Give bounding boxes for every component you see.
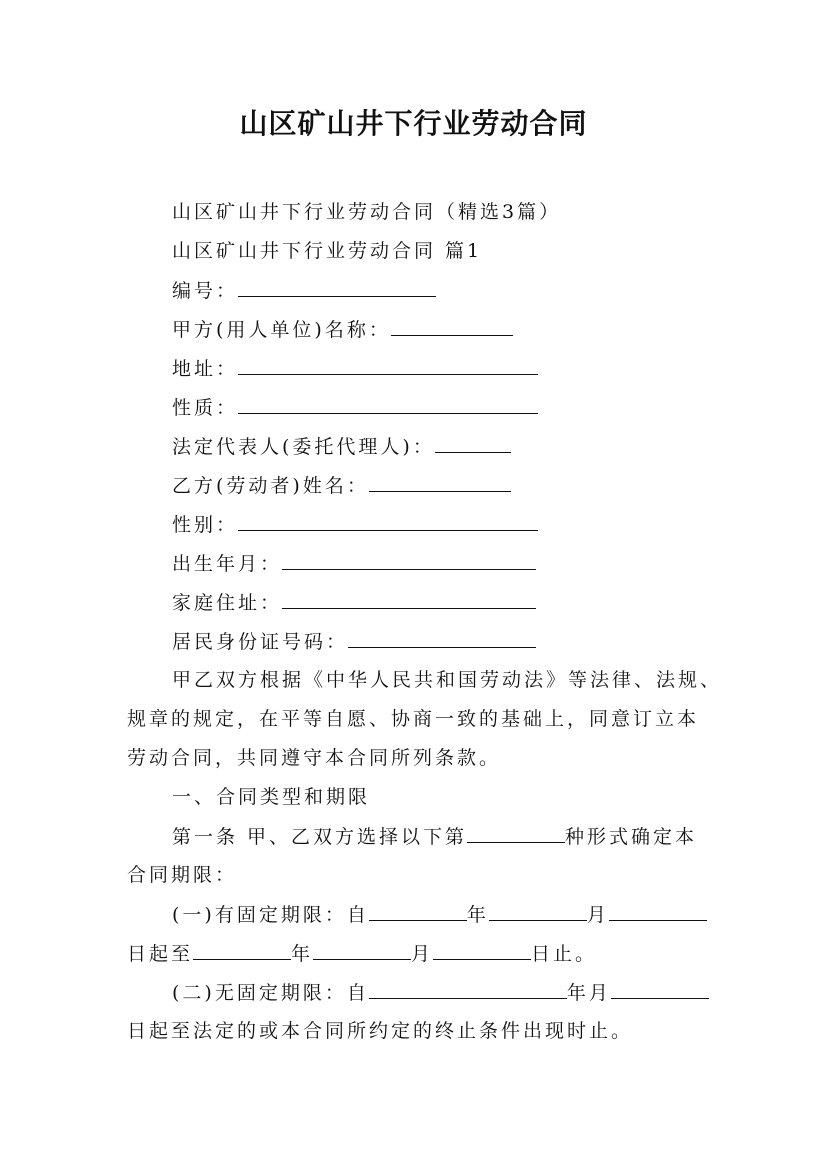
employee-blank[interactable] (369, 473, 511, 492)
intro-line-2: 规章的规定，在平等自愿、协商一致的基础上，同意订立本 (127, 708, 700, 730)
year-label: 年 (291, 943, 314, 965)
section-heading: 山区矿山井下行业劳动合同 篇1 (172, 240, 483, 262)
article-1-line-2: 合同期限： (127, 864, 238, 886)
legal-rep-blank[interactable] (435, 434, 511, 453)
nature-label: 性质： (172, 397, 239, 419)
fixed-end-month-blank[interactable] (313, 941, 411, 960)
number-blank[interactable] (238, 278, 436, 297)
day-to-label: 日止。 (531, 943, 598, 965)
id-blank[interactable] (348, 629, 536, 648)
home-blank[interactable] (282, 590, 536, 609)
nature-blank[interactable] (238, 395, 538, 414)
legal-rep-label: 法定代表人(委托代理人)： (172, 436, 435, 458)
chapter-heading: 一、合同类型和期限 (172, 786, 371, 808)
fixed-start-day-blank[interactable] (609, 902, 707, 921)
open-term-line-2: 日起至法定的或本合同所约定的终止条件出现时止。 (127, 1020, 634, 1042)
fixed-end-day-blank[interactable] (433, 941, 531, 960)
month-label: 月 (411, 943, 434, 965)
home-field (172, 590, 536, 615)
open-start-year-blank[interactable] (369, 980, 567, 999)
form-choice-blank[interactable] (467, 824, 565, 843)
birth-field (172, 551, 536, 576)
employer-label: 甲方(用人单位)名称： (172, 319, 391, 341)
nature-field (172, 395, 538, 420)
employer-blank[interactable] (391, 317, 513, 336)
document-title: 山区矿山井下行业劳动合同 (239, 107, 588, 140)
address-label: 地址： (172, 358, 239, 380)
intro-line-1: 甲乙双方根据《中华人民共和国劳动法》等法律、法规、 (172, 669, 723, 691)
open-start-day-blank[interactable] (611, 980, 709, 999)
number-label: 编号： (172, 280, 239, 302)
id-label: 居民身份证号码： (172, 631, 349, 653)
article-1-line-1 (172, 824, 697, 849)
month-label: 月 (586, 904, 609, 926)
gender-label: 性别： (172, 514, 239, 536)
fixed-start-year-blank[interactable] (369, 902, 467, 921)
subtitle: 山区矿山井下行业劳动合同（精选3篇） (172, 201, 562, 223)
employee-label: 乙方(劳动者)姓名： (172, 475, 369, 497)
open-term-label: (二)无固定期限：自 (172, 982, 369, 1004)
address-field (172, 356, 538, 381)
birth-blank[interactable] (282, 551, 536, 570)
employee-field (172, 473, 511, 498)
open-term-line-1 (172, 980, 709, 1005)
birth-label: 出生年月： (172, 553, 283, 575)
address-blank[interactable] (238, 356, 538, 375)
number-field (172, 278, 436, 303)
article-1-text-a: 第一条 甲、乙双方选择以下第 (172, 826, 468, 848)
article-1-text-b: 种形式确定本 (565, 826, 698, 848)
intro-line-3: 劳动合同，共同遵守本合同所列条款。 (127, 747, 502, 769)
fixed-term-label: (一)有固定期限：自 (172, 904, 369, 926)
year-month-label: 年月 (566, 982, 611, 1004)
day-from-label: 日起至 (127, 943, 194, 965)
fixed-term-line-1 (172, 902, 707, 927)
year-label: 年 (466, 904, 489, 926)
fixed-start-month-blank[interactable] (489, 902, 587, 921)
employer-field (172, 317, 513, 342)
legal-rep-field (172, 434, 511, 459)
id-field (172, 629, 536, 654)
home-label: 家庭住址： (172, 592, 283, 614)
fixed-end-year-blank[interactable] (193, 941, 291, 960)
gender-blank[interactable] (238, 512, 538, 531)
gender-field (172, 512, 538, 537)
fixed-term-line-2 (127, 941, 597, 966)
